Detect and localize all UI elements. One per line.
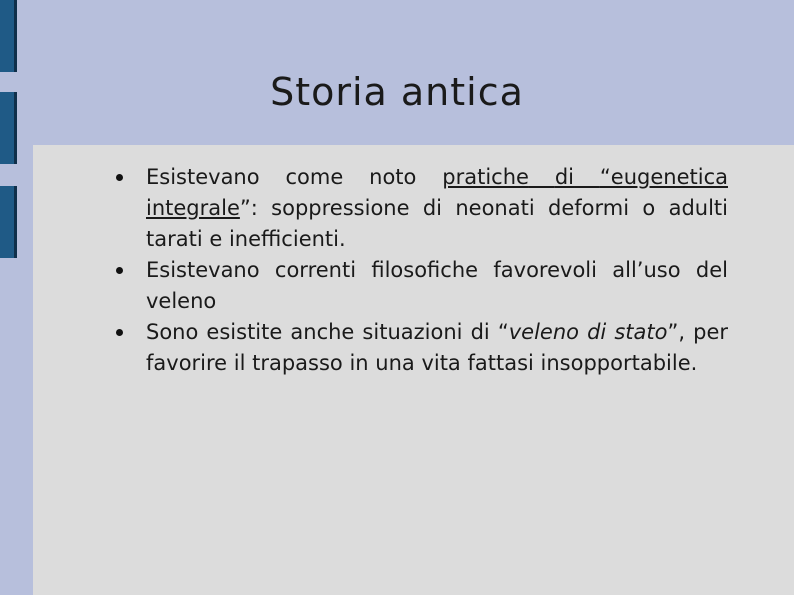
bullet-text: Sono esistite anche situazioni di “ xyxy=(146,320,509,344)
bar-segment xyxy=(0,186,17,258)
underlined-space xyxy=(529,165,555,189)
bullet-text: Esistevano come noto xyxy=(146,165,443,189)
underlined-space xyxy=(574,165,600,189)
underlined-text: “eugenetica integrale xyxy=(146,165,728,220)
bar-segment xyxy=(0,0,17,72)
bullet-item xyxy=(108,255,728,317)
italic-text: veleno di stato xyxy=(508,320,668,344)
bullet-text: ”, per favorire il trapasso in una vita fattasi insopportabile. xyxy=(146,320,729,375)
slide-title: Storia antica xyxy=(270,70,524,114)
bullet-list xyxy=(108,162,728,379)
underlined-text: di xyxy=(554,165,575,189)
bullet-item xyxy=(108,317,728,379)
bullet-item xyxy=(108,162,728,255)
underlined-text: pratiche xyxy=(442,165,529,189)
bullet-dot-icon xyxy=(116,267,123,274)
bullet-dot-icon xyxy=(116,174,123,181)
bullet-text: ”: soppressione di neonati deformi o adulti tarati e inefficienti. xyxy=(146,196,728,251)
bullet-text: Esistevano correnti filosofiche favorevoli all’uso del veleno xyxy=(146,258,728,313)
bullet-dot-icon xyxy=(116,329,123,336)
